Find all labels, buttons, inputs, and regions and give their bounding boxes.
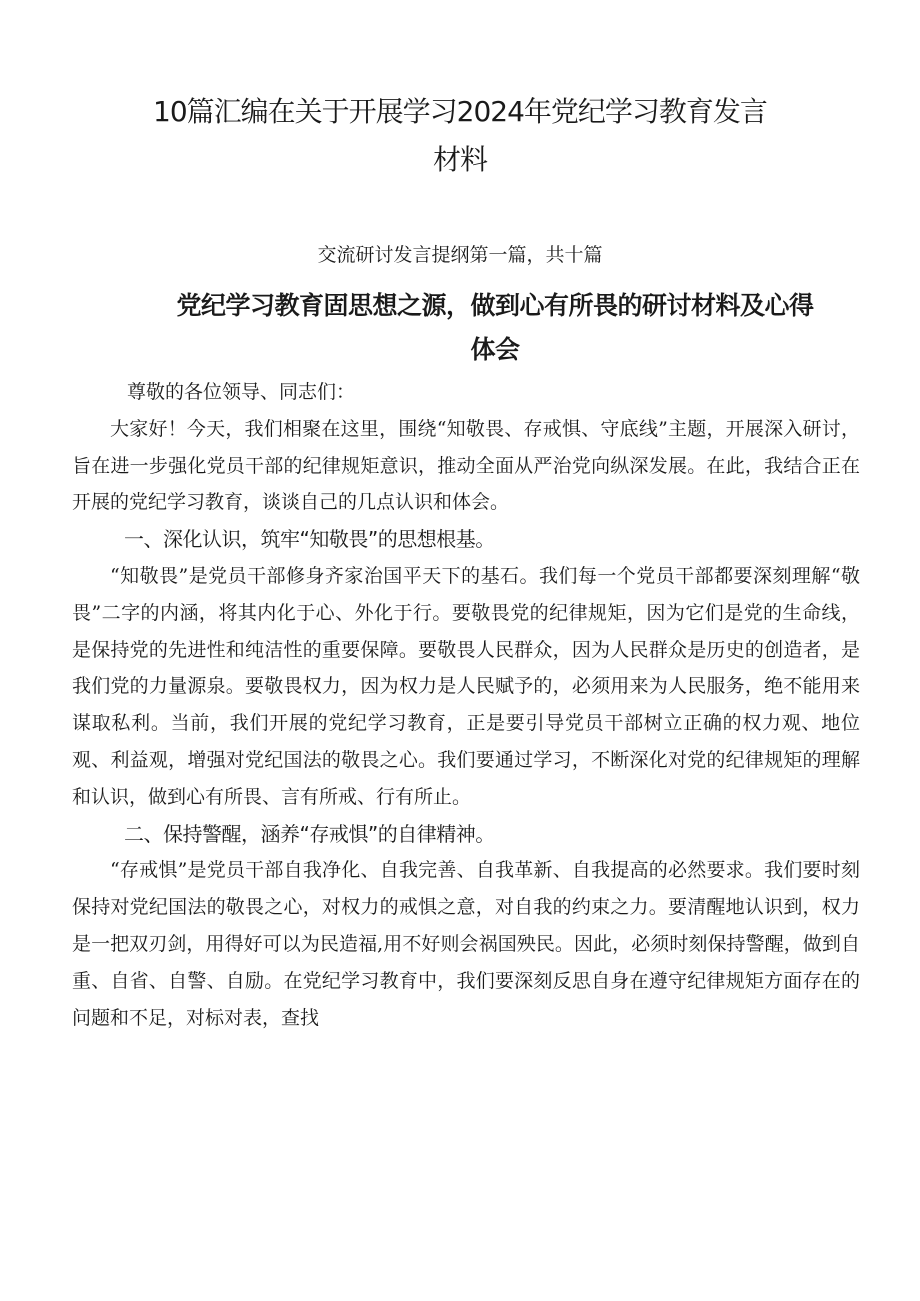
salutation: 尊敬的各位领导、同志们： — [127, 381, 356, 403]
article-title-line2: 体会 — [470, 335, 520, 364]
document-title — [70, 88, 850, 184]
document-title-line2: 材料 — [432, 143, 487, 176]
article-title — [110, 284, 880, 372]
article-body — [72, 374, 860, 1036]
section-2-paragraph: “存戒惧”是党员干部自我净化、自我完善、自我革新、自我提高的必然要求。我们要时刻保持对党纪国法的敬畏之心，对权力的戒惧之意，对自我的约束之力。要清醒地认识到，权力是一把双刃剑，用得好可以为民造福,用不好则会祸国殃民。因此，必须时刻保持警醒，做到自重、自省、自警、自励。在党纪学习教育中，我们要深刻反思自身在遵守纪律规矩方面存在的问题和不足，对标对表，查找 — [72, 859, 860, 1029]
section-1-paragraph: “知敬畏”是党员干部修身齐家治国平天下的基石。我们每一个党员干部都要深刻理解“敬畏”二字的内涵，将其内化于心、外化于行。要敬畏党的纪律规矩，因为它们是党的生命线，是保持党的先进性和纯洁性的重要保障。要敬畏人民群众，因为人民群众是历史的创造者，是我们党的力量源泉。要敬畏权力，因为权力是人民赋予的，必须用来为人民服务，绝不能用来谋取私利。当前，我们开展的党纪学习教育，正是要引导党员干部树立正确的权力观、地位观、利益观，增强对党纪国法的敬畏之心。我们要通过学习，不断深化对党的纪律规矩的理解和认识，做到心有所畏、言有所戒、行有所止。 — [72, 564, 860, 808]
intro-paragraph: 大家好！今天，我们相聚在这里，围绕“知敬畏、存戒惧、守底线”主题，开展深入研讨，旨在进一步强化党员干部的纪律规矩意识，推动全面从严治党向纵深发展。在此，我结合正在开展的党纪学习教育，谈谈自己的几点认识和体会。 — [72, 417, 860, 514]
document-title-line1: 10篇汇编在关于开展学习2024年党纪学习教育发言 — [153, 95, 767, 128]
section-2-heading: 二、保持警醒，涵养“存戒惧”的自律精神。 — [124, 821, 495, 846]
article-subheading: 交流研讨发言提纲第一篇，共十篇 — [317, 244, 603, 266]
section-1-heading: 一、深化认识，筑牢“知敬畏”的思想根基。 — [124, 527, 495, 552]
article-title-line1: 党纪学习教育固思想之源，做到心有所畏的研讨材料及心得 — [176, 291, 814, 320]
